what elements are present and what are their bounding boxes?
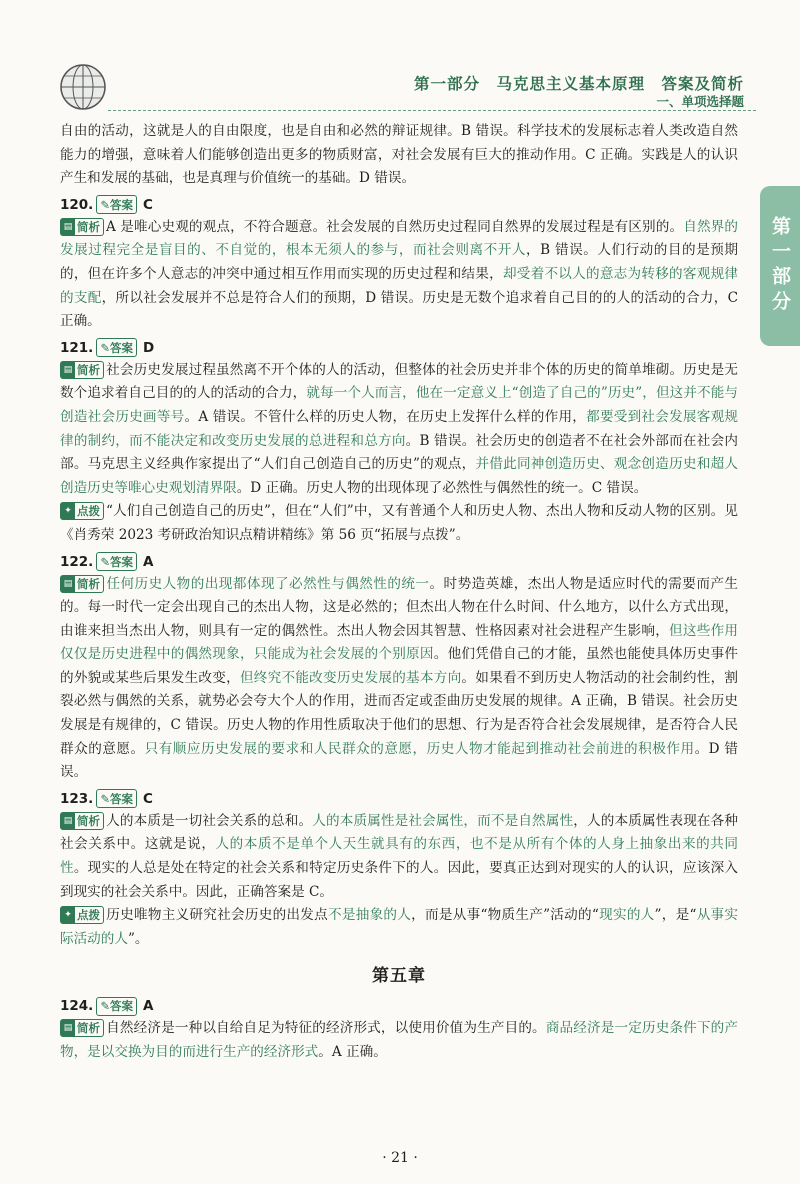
question-number: 124.	[60, 998, 94, 1014]
highlight-text: 都要受到社会发展客观规律的制约，而不能决定和改变历史发展的总进程和总方向	[60, 408, 739, 449]
text: 。D 正确。历史人物的出现体现了必然性与偶然性的统一。C 错误。	[236, 479, 648, 496]
header-divider	[108, 110, 756, 111]
answer-badge	[96, 338, 137, 357]
question-number: 121.	[60, 339, 94, 356]
analysis-badge	[60, 812, 104, 830]
page-header	[0, 0, 800, 120]
question-124-header	[60, 995, 738, 1017]
highlight-text: 不是抽象的人	[328, 907, 412, 924]
highlight-text: 却受着不以人的意志为转移的客观规律的支配	[60, 265, 738, 306]
question-122-analysis	[60, 573, 738, 785]
intro-text: 自由的活动，这就是人的自由限度，也是自由和必然的辩证规律。B 错误。科学技术的发展标志着人类改造自然能力的增强，意味着人们能够创造出更多的物质财富，对社会发展有巨大的推动作用。C 正确。实践是人的认识产生和发展的基础，也是真理与价值统一的基础。D 错误。	[60, 123, 738, 187]
answer-letter: A	[142, 998, 154, 1014]
analysis-label: 简析	[77, 813, 100, 828]
book-icon: ▤	[61, 219, 75, 235]
highlight-text: 任何历史人物的出现都体现了必然性与偶然性的统一	[106, 575, 430, 592]
analysis-badge	[60, 575, 104, 593]
intro-paragraph	[60, 120, 738, 191]
question-121-header	[60, 337, 738, 359]
text: 。时势造英雄，杰出人物是适应时代的需要而产生的。每一时代一定会出现自己的杰出人物，这是必然的；但杰出人物在什么时间、什么地方，以什么方式出现，由谁来担当杰出人物，则具有一定的偶然性。杰出人物会因其智慧、性格因素对社会进程产生影响，	[60, 575, 739, 639]
question-124-analysis	[60, 1017, 738, 1064]
book-icon: ▤	[61, 813, 75, 829]
pencil-icon: ✎	[100, 554, 110, 569]
pencil-icon: ✎	[100, 791, 110, 806]
question-123-tip	[60, 904, 738, 951]
highlight-text: 但终究不能改变历史发展的基本方向	[239, 669, 462, 686]
question-123-header	[60, 788, 738, 810]
text: A 是唯心史观的观点，不符合题意。社会发展的自然历史过程同自然界的发展过程是有区别的。	[106, 218, 684, 235]
highlight-text: 就每一个人而言，他在一定意义上“创造了自己的”历史”，但这并不能与创造社会历史画等号	[60, 385, 738, 425]
tip-label: 点拨	[77, 504, 100, 519]
text: ”，是“	[654, 907, 697, 924]
tip-label: 点拨	[77, 908, 100, 923]
book-icon: ▤	[61, 362, 75, 378]
answer-letter: A	[142, 553, 154, 570]
answer-label: 答案	[109, 340, 133, 355]
answer-label: 答案	[109, 197, 133, 212]
globe-icon	[58, 62, 108, 112]
question-123-analysis	[60, 810, 738, 904]
side-tab: 第一部分	[760, 186, 800, 346]
answer-label: 答案	[109, 554, 133, 569]
question-number: 120.	[60, 196, 94, 213]
main-content	[60, 120, 738, 1064]
analysis-label: 简析	[77, 362, 100, 377]
answer-letter: D	[142, 339, 155, 356]
text: 人的本质是一切社会关系的总和。	[106, 812, 313, 829]
question-122-header	[60, 551, 738, 573]
highlight-text: 商品经济是一定历史条件下的产物，是以交换为目的而进行生产的经济形式	[60, 1020, 738, 1060]
question-120-analysis	[60, 216, 738, 334]
tip-badge	[60, 906, 104, 924]
text: 。现实的人总是处在特定的社会关系和特定历史条件下的人。因此，要真正达到对现实的人的认识，应该深入到现实的社会关系中。因此，正确答案是 C。	[60, 860, 738, 900]
answer-badge	[96, 789, 137, 808]
highlight-text: 人的本质不是单个人天生就具有的东西，也不是从所有个体的人身上抽象出来的共同性	[60, 836, 738, 877]
pencil-icon: ✎	[100, 340, 110, 355]
analysis-label: 简析	[77, 219, 100, 234]
text: 。D 错误。	[60, 740, 738, 781]
question-number: 122.	[60, 553, 94, 570]
text: 历史唯物主义研究社会历史的出发点	[106, 907, 328, 924]
highlight-text: 但这些作用仅仅是历史进程中的偶然现象，只能成为社会发展的个别原因	[60, 622, 739, 663]
pencil-icon: ✎	[100, 999, 110, 1013]
text: 。A 正确。	[318, 1043, 387, 1060]
header-subtitle: 一、单项选择题	[656, 94, 744, 109]
book-icon: ▤	[61, 576, 75, 592]
text: 。B 错误。社会历史的创造者不在社会外部而在社会内部。马克思主义经典作家提出了“人们自己创造自己的历史”的观点，	[60, 432, 738, 473]
answer-badge	[96, 195, 137, 214]
pencil-icon: ✎	[100, 197, 110, 212]
answer-label: 答案	[109, 999, 133, 1013]
highlight-text: 只有顺应历史发展的要求和人民群众的意愿，历史人物才能起到推动社会前进的积极作用	[144, 740, 695, 757]
tip-text: “人们自己创造自己的历史”，但在“人们”中，又有普通个人和历史人物、杰出人物和反动人物的区别。见《肖秀荣 2023 考研政治知识点精讲精练》第 56 页“拓展与点拨”。	[60, 503, 738, 543]
answer-badge	[96, 997, 137, 1016]
tip-badge	[60, 502, 104, 520]
highlight-text: 从事实际活动的人	[60, 907, 739, 947]
highlight-text: 现实的人	[598, 907, 655, 924]
answer-label: 答案	[109, 791, 133, 806]
highlight-text: 并借此同神创造历史、观念创造历史和超人创造历史等唯心史观划清界限	[60, 456, 738, 496]
text: ，所以社会发展并不总是符合人们的预期，D 错误。历史是无数个追求着自己目的的人的活动的合力，C 正确。	[60, 289, 738, 330]
answer-letter: C	[142, 196, 153, 213]
text: 社会历史发展过程虽然离不开个体的人的活动，但整体的社会历史并非个体的历史的简单堆砌。历史是无数个追求着自己目的的人的活动的合力，	[60, 361, 738, 402]
analysis-label: 简析	[77, 576, 100, 591]
text: ，B 错误。人们行动的目的是预期的，但在许多个人意志的冲突中通过相互作用而实现的历史过程和结果，	[60, 242, 739, 282]
lightbulb-icon: ✦	[61, 907, 75, 923]
text: 。A 错误。不管什么样的历史人物，在历史上发挥什么样的作用，	[184, 408, 587, 425]
chapter-heading: 第五章	[372, 966, 426, 987]
text: ”。	[127, 930, 149, 947]
question-121-tip	[60, 500, 738, 547]
question-number: 123.	[60, 790, 94, 807]
text: 自然经济是一种以自给自足为特征的经济形式，以使用价值为生产目的。	[106, 1020, 546, 1036]
answer-letter: C	[142, 790, 153, 807]
text: ，人的本质属性表现在各种社会关系中。这就是说，	[60, 812, 739, 853]
analysis-label: 简析	[77, 1021, 100, 1035]
analysis-badge	[60, 1019, 104, 1037]
text: ，而是从事“物质生产”活动的“	[411, 907, 599, 924]
highlight-text: 人的本质属性是社会属性，而不是自然属性	[312, 812, 574, 829]
book-icon: ▤	[61, 1020, 75, 1036]
answer-badge	[96, 552, 137, 571]
analysis-badge	[60, 361, 104, 379]
text: 。如果看不到历史人物活动的社会制约性，割裂必然与偶然的关系，就势必会夸大个人的作用，进而否定或歪曲历史发展的规律。A 正确，B 错误。社会历史发展是有规律的，C 错误。历史人物的作用性质取决于他们的思想、行为是否符合社会发展规律，是否符合人民群众的意愿。	[60, 669, 739, 757]
lightbulb-icon: ✦	[61, 503, 75, 519]
question-120-header	[60, 194, 738, 216]
text: 。他们凭借自己的才能，虽然也能使具体历史事件的外貌或某些后果发生改变，	[60, 646, 739, 686]
question-121-analysis	[60, 359, 738, 501]
page-number: · 21 ·	[382, 1150, 418, 1166]
analysis-badge	[60, 218, 104, 236]
header-title: 第一部分 马克思主义基本原理 答案及简析	[413, 75, 744, 93]
highlight-text: 自然界的发展过程完全是盲目的、不自觉的，根本无须人的参与，而社会则离不开人	[60, 218, 739, 259]
